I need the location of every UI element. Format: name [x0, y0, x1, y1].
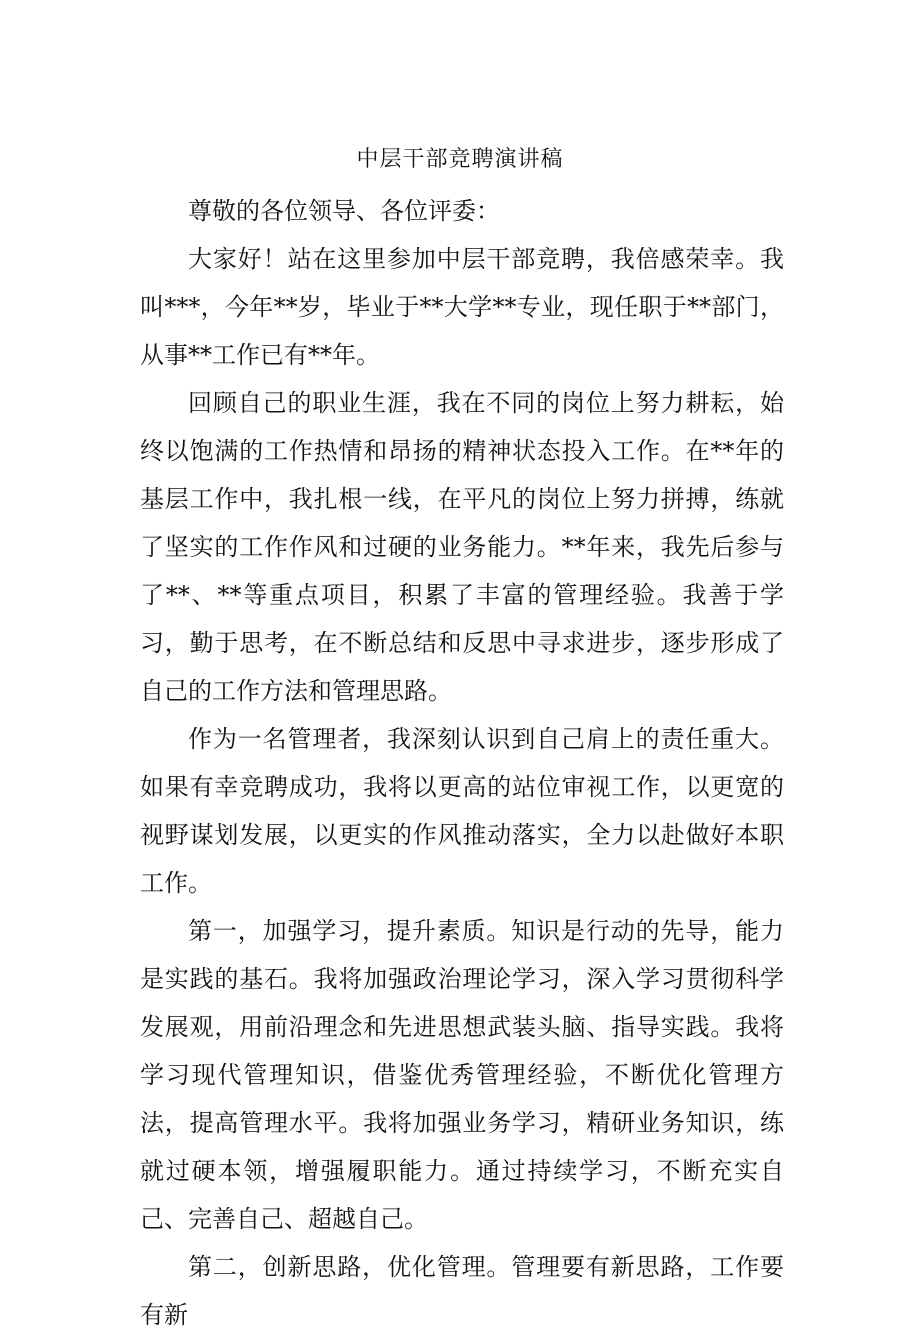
paragraph-responsibility: 作为一名管理者，我深刻认识到自己肩上的责任重大。如果有幸竞聘成功，我将以更高的站位审视工作，以更宽的视野谋划发展，以更实的作风推动落实，全力以赴做好本职工作。	[140, 725, 784, 897]
salutation: 尊敬的各位领导、各位评委：	[188, 197, 500, 225]
paragraph-intro: 大家好！站在这里参加中层干部竞聘，我倍感荣幸。我叫***，今年**岁，毕业于**大学**专业，现任职于**部门，从事**工作已有**年。	[140, 245, 784, 369]
paragraph-point-two: 第二，创新思路，优化管理。管理要有新思路，工作要有新	[140, 1253, 784, 1329]
paragraph-career-review: 回顾自己的职业生涯，我在不同的岗位上努力耕耘，始终以饱满的工作热情和昂扬的精神状态投入工作。在**年的基层工作中，我扎根一线，在平凡的岗位上努力拼搏，练就了坚实的工作作风和过硬的业务能力。**年来，我先后参与了**、**等重点项目，积累了丰富的管理经验。我善于学习，勤于思考，在不断总结和反思中寻求进步，逐步形成了自己的工作方法和管理思路。	[140, 389, 784, 705]
document-title: 中层干部竞聘演讲稿	[356, 147, 564, 172]
paragraph-point-one: 第一，加强学习，提升素质。知识是行动的先导，能力是实践的基石。我将加强政治理论学习，深入学习贯彻科学发展观，用前沿理念和先进思想武装头脑、指导实践。我将学习现代管理知识，借鉴优秀管理经验，不断优化管理方法，提高管理水平。我将加强业务学习，精研业务知识，练就过硬本领，增强履职能力。通过持续学习，不断充实自己、完善自己、超越自己。	[140, 917, 784, 1233]
document-body	[140, 187, 784, 1339]
